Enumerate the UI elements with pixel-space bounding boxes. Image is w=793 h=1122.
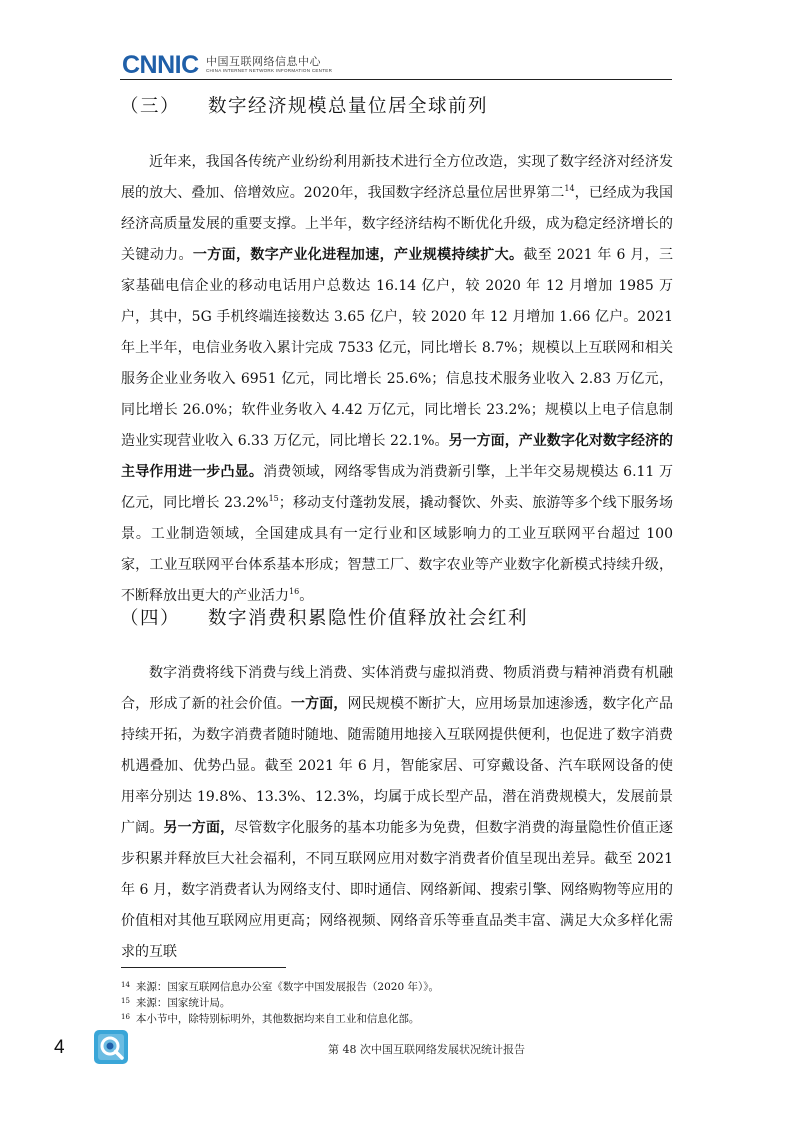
text-run: ；移动支付蓬勃发展，撬动餐饮、外卖、旅游等多个线下服务场景。工业制造领域，全国建成具有一定行业和区域影响力的工业互联网平台超过 100 家，工业互联网平台体系基本形成；智慧工厂、数字农业等产业数字化新模式持续升级，不断释放出更大的产业活力: [121, 495, 673, 604]
footnote-ref[interactable]: 16: [289, 587, 300, 596]
bold-lead: 另一方面，产业数字化对数字经济的主导作用进一步凸显。: [121, 433, 674, 480]
org-name-en: CHINA INTERNET NETWORK INFORMATION CENTER: [206, 68, 333, 73]
footnote-ref[interactable]: 14: [564, 184, 575, 193]
text-run: 数字消费将线下消费与线上消费、实体消费与虚拟消费、物质消费与精神消费有机融合，形成了新的社会价值。: [121, 665, 673, 712]
section-heading-3: [120, 92, 488, 118]
text-run: 尽管数字化服务的基本功能多为免费，但数字消费的海量隐性价值正逐步积累并释放巨大社会福利，不同互联网应用对数字消费者价值呈现出差异。截至 2021 年 6 月，数字消费者认为网络支付、即时通信、网络新闻、搜索引擎、网络购物等应用的价值相对其他互联网应用更高；网络视频、网络音乐等垂直品类丰富、满足大众多样化需求的互联: [121, 820, 674, 960]
bold-lead: 一方面，: [290, 696, 348, 712]
header-divider: [120, 79, 672, 80]
text-run: 截至 2021 年 6 月，三家基础电信企业的移动电话用户总数达 16.14 亿户，较 2020 年 12 月增加 1985 万户，其中，5G 手机终端连接数达 3.65 亿户，较 2020 年 12 月增加 1.66 亿户。2021 年上半年，电信业务收入累计完成 7533 亿元，同比增长 8.7%；规模以上互联网和相关服务企业业务收入 6951 亿元，同比增长 25.6%；信息技术服务业收入 2.83 万亿元，同比增长 26.0%；软件业务收入 4.42 万亿元，同比增长 23.2%；规模以上电子信息制造业实现营业收入 6.33 万亿元，同比增长 22.1%。: [121, 247, 674, 449]
cnnic-logo: CNNIC: [122, 51, 199, 79]
bold-lead: 一方面，数字产业化进程加速，产业规模持续扩大。: [192, 247, 524, 263]
page-number: 4: [54, 1037, 65, 1058]
text-run: 消费领域，网络零售成为消费新引擎，上半年交易规模达 6.11 万亿元，同比增长 23.2%: [121, 464, 673, 511]
page-header: [120, 48, 672, 78]
org-name-cn: 中国互联网络信息中心: [206, 55, 321, 68]
section-number: （四）: [120, 608, 181, 629]
bold-lead: 另一方面，: [163, 820, 235, 836]
report-title: 第 48 次中国互联网络发展状况统计报告: [328, 1043, 525, 1056]
footnote-divider: [121, 967, 286, 968]
footnote-number: 15: [121, 997, 130, 1005]
text-run: 。: [299, 588, 314, 604]
footnote-16: [121, 1011, 673, 1027]
section-title: 数字消费积累隐性价值释放社会红利: [208, 608, 529, 629]
footnote-text: 本小节中，除特别标明外，其他数据均来自工业和信息化部。: [135, 1013, 420, 1025]
section-number: （三）: [120, 96, 181, 117]
section-heading-4: [120, 604, 528, 630]
footnote-14: [121, 979, 673, 995]
footnote-number: 16: [121, 1013, 130, 1021]
section-title: 数字经济规模总量位居全球前列: [208, 96, 489, 117]
footnote-text: 来源：国家统计局。: [135, 997, 231, 1009]
footnote-text: 来源：国家互联网信息办公室《数字中国发展报告（2020 年）》。: [135, 981, 439, 993]
footnote-15: [121, 995, 673, 1011]
text-run: 网民规模不断扩大，应用场景加速渗透，数字化产品持续开拓，为数字消费者随时随地、随需随用地接入互联网提供便利，也促进了数字消费机遇叠加、优势凸显。截至 2021 年 6 月，智能家居、可穿戴设备、汽车联网设备的使用率分别达 19.8%、13.3%、12.3%，均属于成长型产品，潜在消费规模大，发展前景广阔。: [121, 696, 674, 836]
footnote-number: 14: [121, 981, 130, 989]
section-4-paragraph: [121, 658, 673, 968]
footnotes: [121, 979, 673, 1027]
section-3-paragraph: [121, 147, 673, 612]
text-run: 近年来，我国各传统产业纷纷利用新技术进行全方位改造，实现了数字经济对经济发展的放大、叠加、倍增效应。2020年，我国数字经济总量位居世界第二: [121, 154, 673, 201]
footnote-ref[interactable]: 15: [268, 494, 279, 503]
text-run: ，已经成为我国经济高质量发展的重要支撑。上半年，数字经济结构不断优化升级，成为稳定经济增长的关键动力。: [121, 185, 673, 263]
